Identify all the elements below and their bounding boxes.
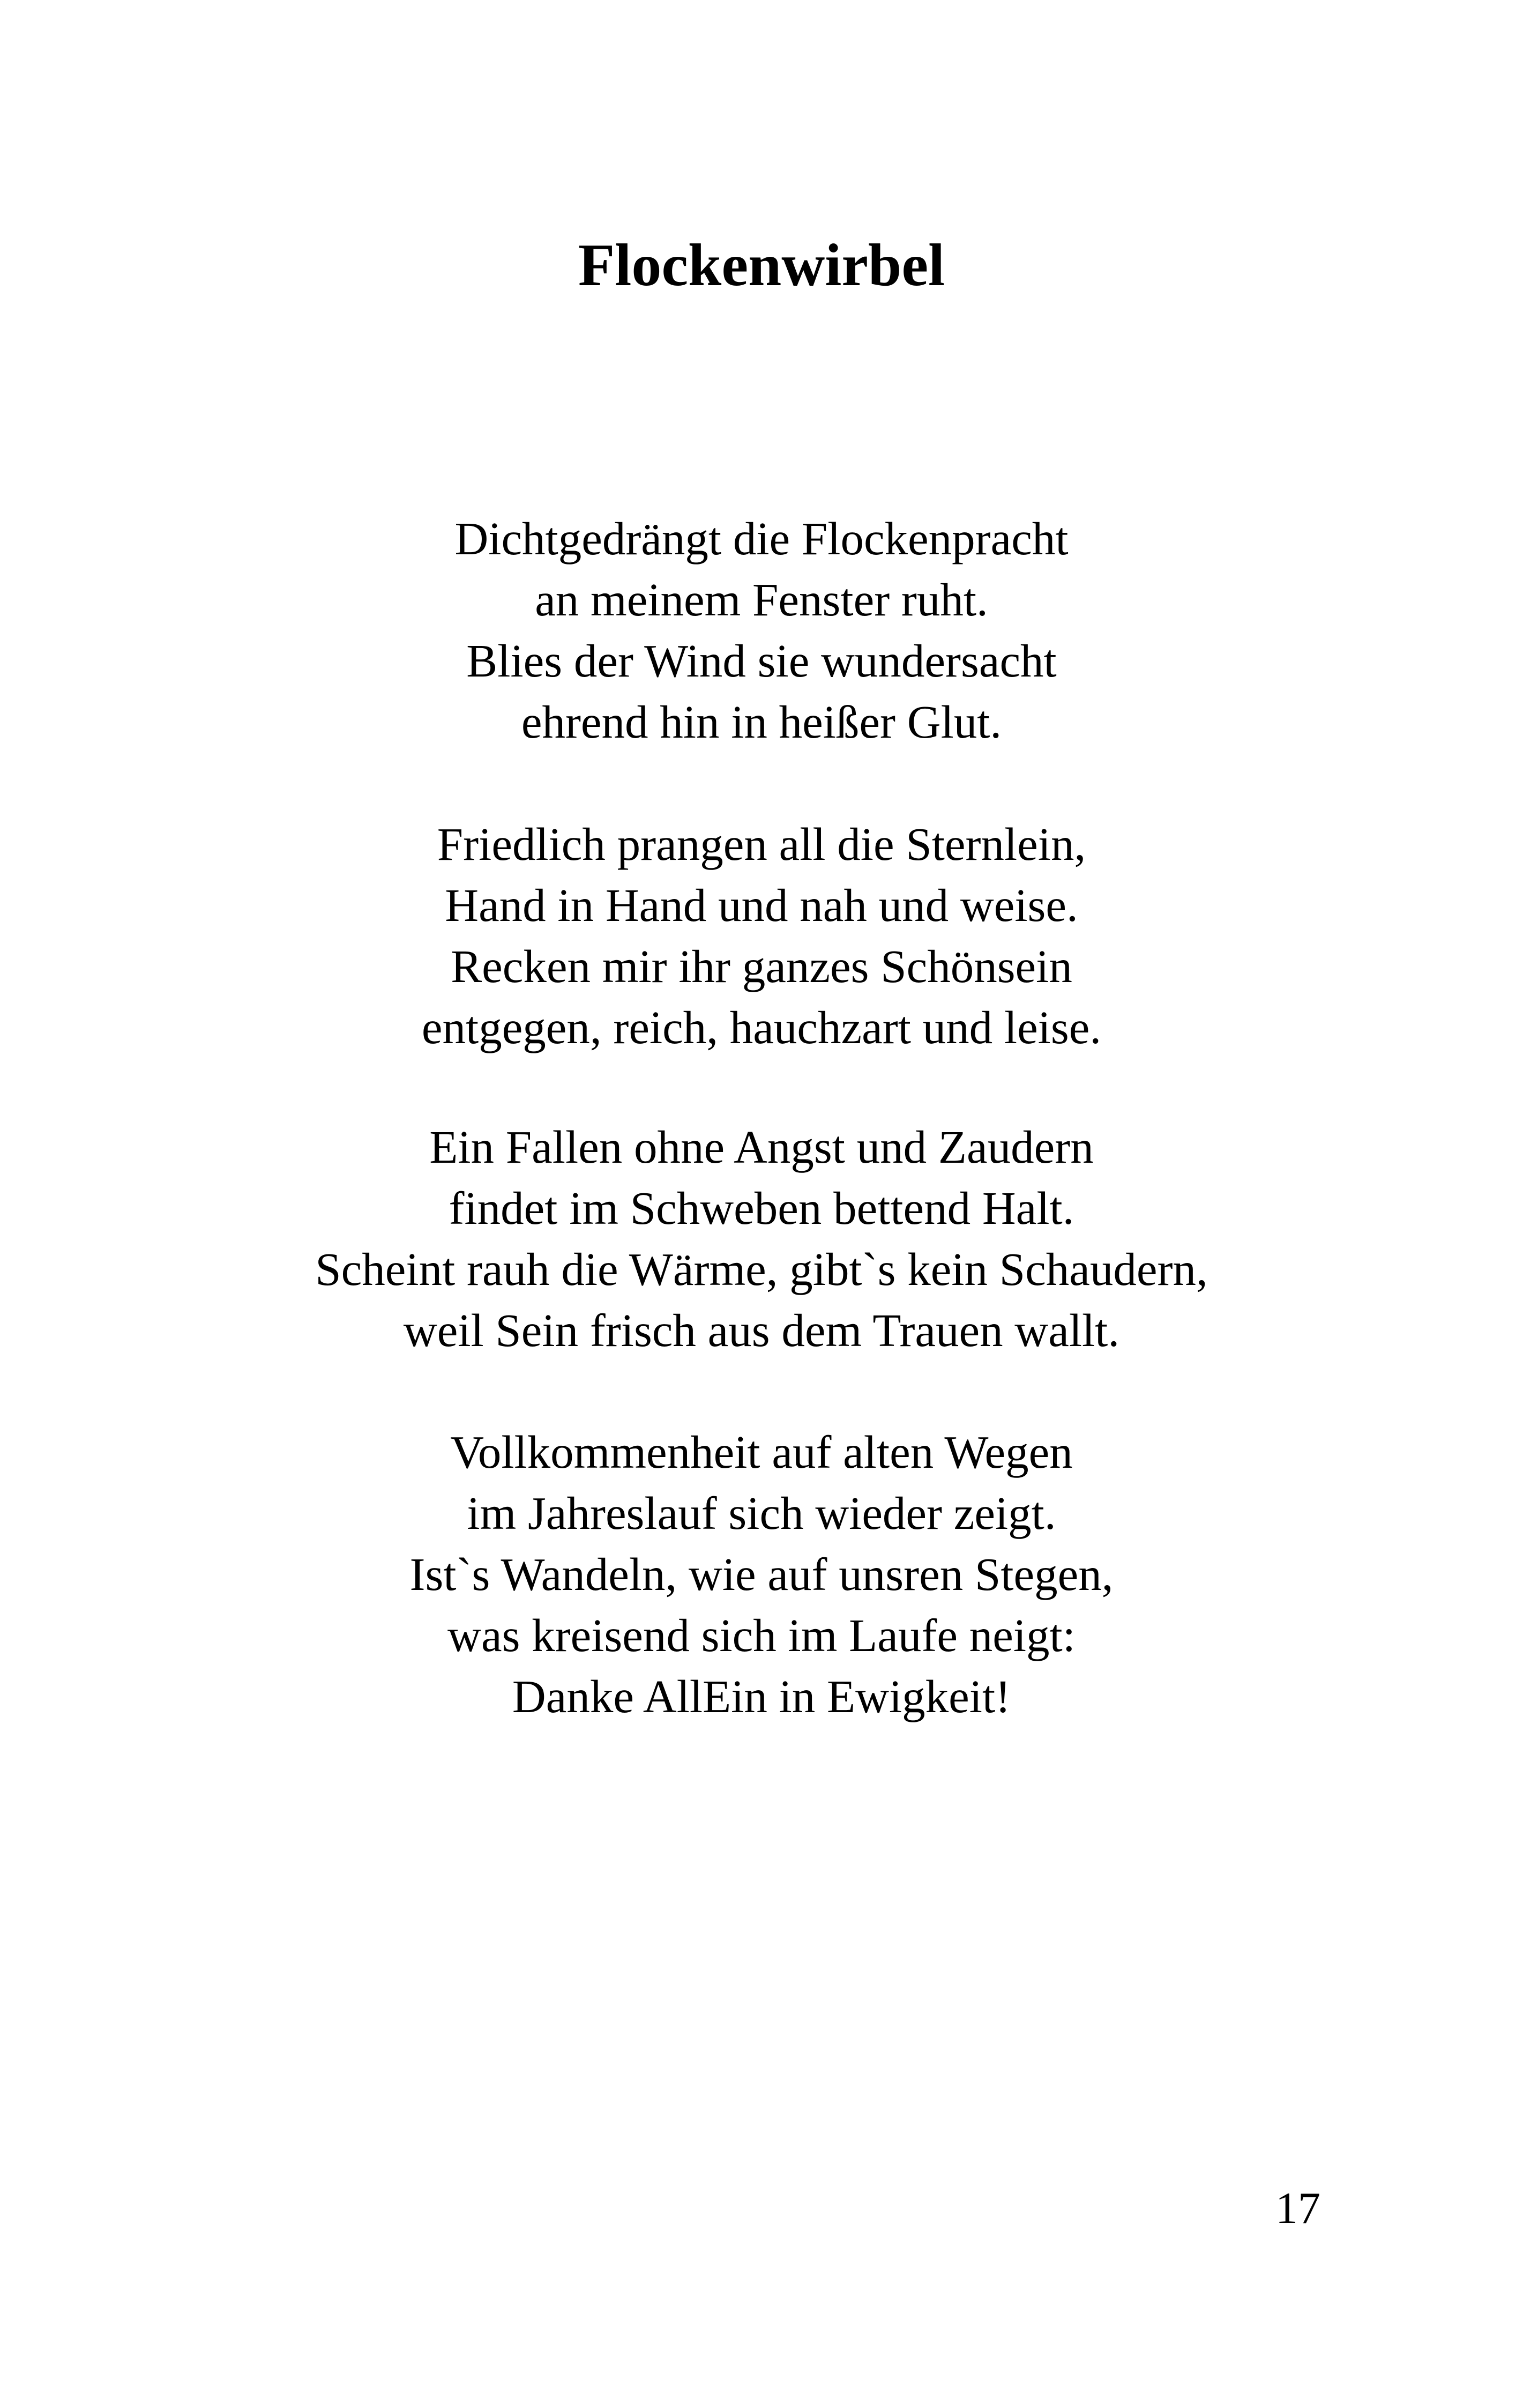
stanza-4 — [0, 1422, 1523, 1727]
page-number: 17 — [1275, 2183, 1320, 2233]
verse-line: Hand in Hand und nah und weise. — [445, 879, 1078, 931]
verse-line: Ist`s Wandeln, wie auf unsren Stegen, — [409, 1548, 1114, 1600]
verse-line: Danke AllEin in Ewigkeit! — [512, 1670, 1011, 1722]
poem-title: Flockenwirbel — [578, 232, 945, 299]
verse-line: an meinem Fenster ruht. — [535, 574, 988, 626]
verse-line: Dichtgedrängt die Flockenpracht — [454, 512, 1069, 564]
verse-line: findet im Schweben bettend Halt. — [449, 1182, 1074, 1234]
stanza-1 — [0, 508, 1523, 753]
verse-line: weil Sein frisch aus dem Trauen wallt. — [403, 1304, 1120, 1356]
verse-line: entgegen, reich, hauchzart und leise. — [421, 1001, 1102, 1053]
verse-line: im Jahreslauf sich wieder zeigt. — [467, 1487, 1056, 1539]
verse-line: was kreisend sich im Laufe neigt: — [447, 1609, 1076, 1661]
verse-line: Recken mir ihr ganzes Schönsein — [451, 940, 1072, 992]
verse-line: Vollkommenheit auf alten Wegen — [450, 1426, 1073, 1478]
stanza-2 — [0, 814, 1523, 1058]
verse-line: Scheint rauh die Wärme, gibt`s kein Schaudern, — [315, 1243, 1208, 1295]
verse-line: Friedlich prangen all die Sternlein, — [437, 818, 1086, 870]
stanza-3 — [0, 1117, 1523, 1361]
verse-line: Blies der Wind sie wundersacht — [466, 635, 1057, 687]
verse-line: Ein Fallen ohne Angst und Zaudern — [429, 1121, 1094, 1173]
verse-line: ehrend hin in heißer Glut. — [521, 696, 1002, 748]
